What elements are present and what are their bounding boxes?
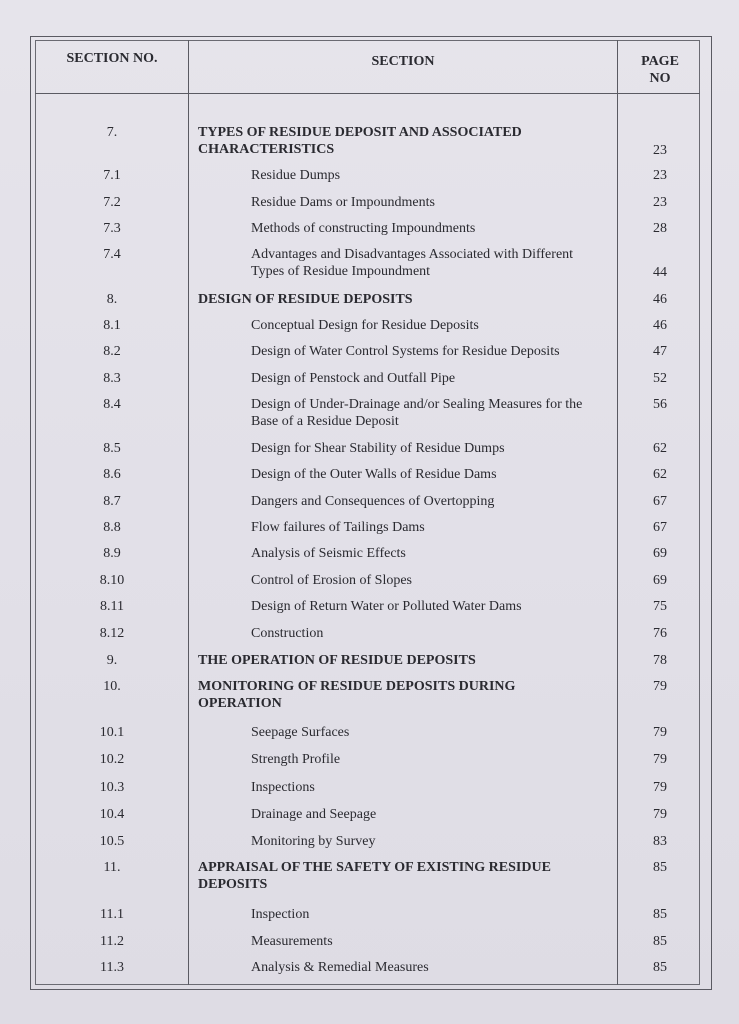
subsection-title — [251, 933, 611, 950]
section-number: 11. — [103, 860, 121, 875]
title-line-1: Inspection — [251, 907, 310, 922]
page-number: 75 — [653, 599, 667, 614]
subsection-title — [251, 625, 611, 642]
header-section-no: SECTION NO. — [66, 51, 158, 66]
section-number: 8.3 — [103, 371, 121, 386]
page-number: 46 — [653, 318, 667, 333]
section-number: 8.10 — [99, 573, 125, 588]
title-line-1: Design of Water Control Systems for Residue Deposits — [251, 344, 560, 359]
subsection-title — [251, 724, 611, 741]
title-line-2: CHARACTERISTICS — [198, 142, 335, 157]
title-line-1: THE OPERATION OF RESIDUE DEPOSITS — [198, 653, 476, 668]
subsection-title — [251, 959, 611, 976]
subsection-title — [251, 519, 611, 536]
section-number: 11.2 — [100, 934, 124, 949]
title-line-1: APPRAISAL OF THE SAFETY OF EXISTING RESIDUE — [198, 860, 551, 875]
title-line-1: Methods of constructing Impoundments — [251, 221, 476, 236]
chapter-title — [198, 652, 598, 669]
section-number: 8.1 — [103, 318, 121, 333]
title-line-2: Types of Residue Impoundment — [251, 264, 431, 279]
page-number: 69 — [653, 546, 667, 561]
subsection-title — [251, 343, 611, 360]
title-line-1: Measurements — [251, 934, 333, 949]
subsection-title — [251, 246, 611, 280]
title-line-1: DESIGN OF RESIDUE DEPOSITS — [198, 292, 413, 307]
title-line-1: Analysis & Remedial Measures — [251, 960, 429, 975]
subsection-title — [251, 396, 611, 430]
section-number: 8.8 — [103, 520, 121, 535]
section-number: 10. — [103, 679, 121, 694]
section-number: 8. — [106, 292, 118, 307]
section-number: 8.2 — [103, 344, 121, 359]
chapter-title — [198, 291, 598, 308]
page-number: 44 — [653, 265, 667, 280]
page-number: 67 — [653, 494, 667, 509]
title-line-1: Flow failures of Tailings Dams — [251, 520, 425, 535]
section-number: 7.2 — [103, 195, 121, 210]
title-line-1: Design for Shear Stability of Residue Dumps — [251, 441, 505, 456]
header-page-no — [618, 53, 702, 87]
title-line-1: Design of Under-Drainage and/or Sealing Measures for the — [251, 397, 583, 412]
title-line-1: Inspections — [251, 780, 315, 795]
subsection-title — [251, 545, 611, 562]
section-number: 8.4 — [103, 397, 121, 412]
title-line-1: Design of the Outer Walls of Residue Dams — [251, 467, 497, 482]
subsection-title — [251, 493, 611, 510]
section-number: 10.1 — [99, 725, 125, 740]
section-number: 8.5 — [103, 441, 121, 456]
title-line-1: Dangers and Consequences of Overtopping — [251, 494, 495, 509]
section-number: 7. — [106, 125, 118, 140]
page-number: 79 — [653, 780, 667, 795]
title-line-1: Residue Dams or Impoundments — [251, 195, 435, 210]
page-number: 69 — [653, 573, 667, 588]
section-number: 8.7 — [103, 494, 121, 509]
section-number: 11.3 — [100, 960, 124, 975]
title-line-1: Strength Profile — [251, 752, 341, 767]
section-number: 11.1 — [100, 907, 124, 922]
title-line-1: Construction — [251, 626, 324, 641]
header-section: SECTION — [371, 54, 435, 69]
title-line-2: OPERATION — [198, 696, 282, 711]
title-line-1: Design of Return Water or Polluted Water Dams — [251, 599, 522, 614]
title-line-2: DEPOSITS — [198, 877, 268, 892]
page-number: 76 — [653, 626, 667, 641]
subsection-title — [251, 906, 611, 923]
page-number: 85 — [653, 860, 667, 875]
section-number: 8.11 — [100, 599, 124, 614]
title-line-1: Analysis of Seismic Effects — [251, 546, 406, 561]
title-line-1: Monitoring by Survey — [251, 834, 376, 849]
page-number: 79 — [653, 725, 667, 740]
page-number: 78 — [653, 653, 667, 668]
chapter-title — [198, 859, 598, 893]
chapter-title — [198, 124, 598, 158]
page-number: 23 — [653, 168, 667, 183]
page-number: 62 — [653, 441, 667, 456]
subsection-title — [251, 370, 611, 387]
page-number: 46 — [653, 292, 667, 307]
page-number: 83 — [653, 834, 667, 849]
section-number: 10.4 — [99, 807, 125, 822]
subsection-title — [251, 833, 611, 850]
subsection-title — [251, 751, 611, 768]
chapter-title — [198, 678, 598, 712]
section-number: 8.12 — [99, 626, 125, 641]
subsection-title — [251, 572, 611, 589]
page-number: 23 — [653, 195, 667, 210]
title-line-1: Seepage Surfaces — [251, 725, 350, 740]
title-line-1: Residue Dumps — [251, 168, 341, 183]
title-line-1: Design of Penstock and Outfall Pipe — [251, 371, 456, 386]
section-number: 10.2 — [99, 752, 125, 767]
header-page-line1: PAGE — [641, 54, 679, 69]
title-line-2: Base of a Residue Deposit — [251, 414, 399, 429]
subsection-title — [251, 466, 611, 483]
page-number: 28 — [653, 221, 667, 236]
page-number: 79 — [653, 807, 667, 822]
page-number: 56 — [653, 397, 667, 412]
section-number: 7.4 — [103, 247, 121, 262]
section-number: 7.3 — [103, 221, 121, 236]
subsection-title — [251, 806, 611, 823]
page-number: 85 — [653, 907, 667, 922]
title-line-1: Advantages and Disadvantages Associated with Different — [251, 247, 574, 262]
title-line-1: Conceptual Design for Residue Deposits — [251, 318, 479, 333]
page-number: 79 — [653, 679, 667, 694]
page-number: 62 — [653, 467, 667, 482]
subsection-title — [251, 194, 611, 211]
subsection-title — [251, 317, 611, 334]
section-number: 9. — [106, 653, 118, 668]
subsection-title — [251, 167, 611, 184]
header-divider — [35, 93, 700, 94]
header-page-line2: NO — [649, 71, 671, 86]
page-number: 47 — [653, 344, 667, 359]
page-number: 23 — [653, 143, 667, 158]
section-number: 10.3 — [99, 780, 125, 795]
page-number: 67 — [653, 520, 667, 535]
page-number: 52 — [653, 371, 667, 386]
section-number: 8.6 — [103, 467, 121, 482]
section-number: 7.1 — [103, 168, 121, 183]
subsection-title — [251, 440, 611, 457]
section-number: 10.5 — [99, 834, 125, 849]
title-line-1: MONITORING OF RESIDUE DEPOSITS DURING — [198, 679, 516, 694]
page-number: 79 — [653, 752, 667, 767]
title-line-1: TYPES OF RESIDUE DEPOSIT AND ASSOCIATED — [198, 125, 522, 140]
column-divider-section-no — [188, 40, 189, 985]
subsection-title — [251, 779, 611, 796]
page-number: 85 — [653, 934, 667, 949]
subsection-title — [251, 598, 611, 615]
title-line-1: Control of Erosion of Slopes — [251, 573, 412, 588]
section-number: 8.9 — [103, 546, 121, 561]
subsection-title — [251, 220, 611, 237]
title-line-1: Drainage and Seepage — [251, 807, 377, 822]
page-number: 85 — [653, 960, 667, 975]
